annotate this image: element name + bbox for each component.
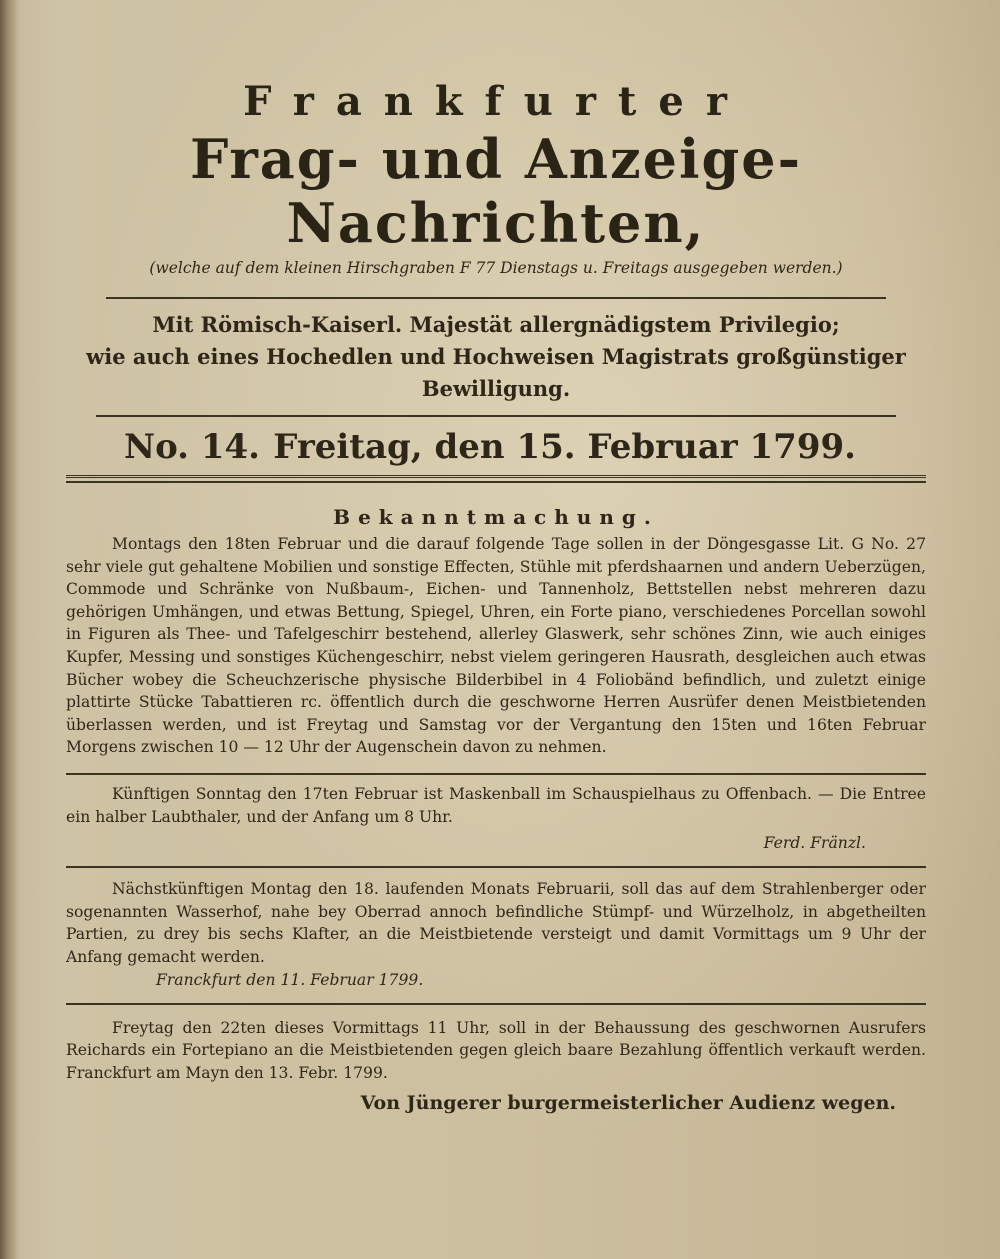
notice-maskenball	[66, 783, 926, 852]
notice-dateline: Franckfurt den 11. Februar 1799.	[156, 970, 424, 989]
notice-signature: Ferd. Fränzl.	[763, 834, 866, 853]
notice-signature: Von Jüngerer burgermeisterlicher Audienz wegen.	[360, 1092, 896, 1115]
divider	[106, 297, 886, 299]
notice-fortepiano	[66, 1017, 926, 1115]
notice-text: Montags den 18ten Februar und die darauf folgende Tage sollen in der Döngesgasse Lit. G No. 27 sehr viele gut gehaltene Mobilien und sonstige Effecten, Stühle mit pferdshaarnen und andern Ueberzügen, Commode und Schränke von Nußbaum-, Eichen- und Tannenholz, Bettstellen nebst mehreren dazu gehörigen Umhängen, und etwas Bettung, Spiegel, Uhren, ein Forte piano, verschiedenes Porcellan sowohl in Figuren als Thee- und Tafelgeschirr bestehend, allerley Glaswerk, sehr schönes Zinn, wie auch einiges Kupfer, Messing und sonstiges Küchengeschirr, nebst vielem geringeren Hausrath, desgleichen auch etwas Bücher wobey die Scheuchzerische physische Bilderbibel in 4 Foliobänd befindlich, und zuletzt einige plattirte Stücke Tabattieren rc. öffentlich durch die geschworne Herren Ausrüfer denen Meistbietenden überlassen werden, und ist Freytag und Samstag vor der Vergantung den 15ten und 16ten Februar Morgens zwischen 10 — 12 Uhr der Augenschein davon zu nehmen.	[66, 535, 926, 757]
masthead-subtitle: (welche auf dem kleinen Hirschgraben F 77 Dienstags u. Freitags ausgegeben werden.)	[149, 259, 843, 277]
notice-title: Bekanntmachung.	[333, 505, 659, 529]
issue-line	[66, 417, 926, 475]
page-content	[66, 60, 926, 1114]
notice-wasserhof	[66, 878, 926, 988]
issue-number: No. 14.	[124, 427, 260, 467]
divider	[66, 866, 926, 868]
notice-bekanntmachung	[66, 505, 926, 759]
issue-date: Freitag, den 15. Februar 1799.	[273, 427, 856, 467]
masthead-title: Frag- und Anzeige-Nachrichten,	[189, 127, 803, 255]
notice-text: Freytag den 22ten dieses Vormittags 11 Uhr, soll in der Behaussung des geschwornen Ausrufers Reichards ein Fortepiano an die Meistbietenden gegen gleich baare Bezahlung öffentlich verkauft werden. Franckfurt am Mayn den 13. Febr. 1799.	[66, 1018, 926, 1082]
notice-text: Künftigen Sonntag den 17ten Februar ist Maskenball im Schauspielhaus zu Offenbach. — Die Entree ein halber Laubthaler, und der Anfang um 8 Uhr.	[66, 784, 926, 826]
privilege-line-1: Mit Römisch-Kaiserl. Majestät allergnädigstem Privilegio;	[152, 312, 840, 337]
privilege-statement	[66, 309, 926, 405]
notice-text: Nächstkünftigen Montag den 18. laufenden Monats Februarii, soll das auf dem Strahlenberger oder sogenannten Wasserhof, nahe bey Oberrad annoch befindliche Stümpf- und Würzelholz, in abgetheilten Partien, zu drey bis sechs Klafter, an die Meistbietende versteigt und damit Vormittags um 9 Uhr der Anfang gemacht werden.	[66, 880, 926, 966]
double-divider	[66, 475, 926, 483]
privilege-line-2: wie auch eines Hochedlen und Hochweisen Magistrats großgünstiger Bewilligung.	[86, 344, 906, 401]
divider	[66, 773, 926, 775]
masthead-city: Frankfurter	[243, 78, 749, 125]
divider	[66, 1003, 926, 1005]
